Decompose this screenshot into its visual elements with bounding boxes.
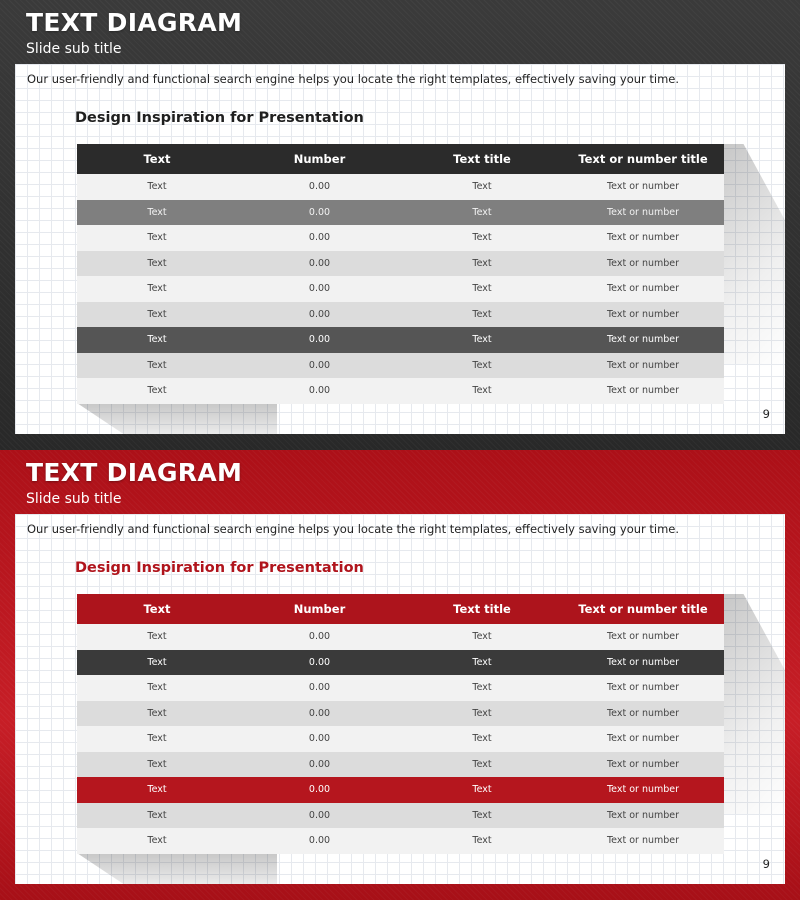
table-cell: Text <box>472 181 492 193</box>
header-cell-text-or-number-title: Text or number title <box>578 602 708 616</box>
table-cell: Text or number <box>606 631 680 643</box>
table-cell: Text or number <box>606 283 680 295</box>
table-cell: Text <box>472 809 492 821</box>
table-heading: Design Inspiration for Presentation <box>75 560 364 576</box>
table-row <box>77 726 724 752</box>
table-cell: 0.00 <box>308 631 331 643</box>
table-cell: Text <box>472 682 492 694</box>
table-header-row <box>77 144 724 174</box>
content-panel <box>15 64 785 434</box>
table-cell: Text <box>147 334 167 346</box>
table-cell: 0.00 <box>308 206 331 218</box>
slide-subtitle: Slide sub title <box>26 41 122 57</box>
table-cell: Text or number <box>606 308 680 320</box>
table-cell: 0.00 <box>308 359 331 371</box>
table-cell: Text <box>147 181 167 193</box>
table-cell: Text <box>147 359 167 371</box>
table-shadow-right <box>724 144 785 364</box>
table-cell: 0.00 <box>308 283 331 295</box>
table-row <box>77 353 724 379</box>
table-cell: 0.00 <box>308 707 331 719</box>
table-cell: Text or number <box>606 334 680 346</box>
table-cell: Text <box>147 283 167 295</box>
table-cell: Text or number <box>606 707 680 719</box>
table-cell: Text <box>147 809 167 821</box>
table-row <box>77 650 724 676</box>
table-cell: Text <box>147 733 167 745</box>
table-cell: Text or number <box>606 385 680 397</box>
table-cell: Text <box>472 257 492 269</box>
slide-red <box>0 450 800 900</box>
table-cell: Text <box>472 733 492 745</box>
content-panel <box>15 514 785 884</box>
table-cell: 0.00 <box>308 308 331 320</box>
table-cell: Text or number <box>606 758 680 770</box>
table-header-row <box>77 594 724 624</box>
table-shadow-bottom <box>77 403 277 434</box>
table-row <box>77 803 724 829</box>
table-heading: Design Inspiration for Presentation <box>75 110 364 126</box>
table-cell: Text <box>147 682 167 694</box>
table-cell: Text <box>472 758 492 770</box>
table-cell: Text <box>472 232 492 244</box>
table-cell: 0.00 <box>308 784 331 796</box>
header-cell-text: Text <box>143 602 171 616</box>
table-cell: Text <box>147 308 167 320</box>
header-cell-number: Number <box>293 602 346 616</box>
table-row <box>77 302 724 328</box>
table-cell: Text <box>147 232 167 244</box>
table-row <box>77 675 724 701</box>
table-row <box>77 276 724 302</box>
table-cell: Text <box>472 283 492 295</box>
table-cell: Text or number <box>606 257 680 269</box>
table-cell: Text <box>472 835 492 847</box>
table-row <box>77 251 724 277</box>
table-row <box>77 752 724 778</box>
table-cell: Text <box>472 206 492 218</box>
header-cell-text-or-number-title: Text or number title <box>578 152 708 166</box>
table-cell: 0.00 <box>308 733 331 745</box>
intro-text: Our user-friendly and functional search engine helps you locate the right templates, effectively saving your time. <box>27 522 680 536</box>
intro-text: Our user-friendly and functional search engine helps you locate the right templates, effectively saving your time. <box>27 72 680 86</box>
table-cell: Text <box>472 707 492 719</box>
table-cell: Text or number <box>606 232 680 244</box>
slide-subtitle: Slide sub title <box>26 491 122 507</box>
table-cell: Text or number <box>606 733 680 745</box>
table-cell: Text or number <box>606 206 680 218</box>
table-cell: Text <box>147 758 167 770</box>
header-cell-text: Text <box>143 152 171 166</box>
table-row <box>77 777 724 803</box>
slide-title: TEXT DIAGRAM <box>26 458 243 487</box>
table-cell: Text <box>472 359 492 371</box>
table-row <box>77 174 724 200</box>
table-cell: Text <box>147 385 167 397</box>
table-cell: Text <box>147 257 167 269</box>
table-cell: Text <box>472 308 492 320</box>
table-row <box>77 327 724 353</box>
table-cell: Text <box>147 707 167 719</box>
table-cell: 0.00 <box>308 758 331 770</box>
table-cell: Text <box>147 206 167 218</box>
table-cell: Text or number <box>606 835 680 847</box>
table-cell: 0.00 <box>308 835 331 847</box>
table-cell: Text <box>147 631 167 643</box>
table-cell: Text or number <box>606 682 680 694</box>
table-cell: 0.00 <box>308 257 331 269</box>
table-row <box>77 701 724 727</box>
table-cell: Text <box>472 784 492 796</box>
table-cell: 0.00 <box>308 334 331 346</box>
table-cell: Text <box>472 334 492 346</box>
page-number: 9 <box>762 407 770 421</box>
table-cell: Text <box>147 656 167 668</box>
table-cell: Text or number <box>606 784 680 796</box>
page-number: 9 <box>762 857 770 871</box>
table-cell: 0.00 <box>308 809 331 821</box>
data-table <box>77 144 724 404</box>
data-table <box>77 594 724 854</box>
table-shadow-right <box>724 594 785 814</box>
table-cell: 0.00 <box>308 656 331 668</box>
table-cell: Text <box>472 656 492 668</box>
table-cell: Text or number <box>606 359 680 371</box>
table-row <box>77 624 724 650</box>
header-cell-text-title: Text title <box>453 152 511 166</box>
table-row <box>77 828 724 854</box>
table-cell: Text or number <box>606 809 680 821</box>
table-cell: Text <box>472 631 492 643</box>
table-cell: Text <box>472 385 492 397</box>
table-cell: 0.00 <box>308 682 331 694</box>
header-cell-number: Number <box>293 152 346 166</box>
table-row <box>77 225 724 251</box>
table-cell: Text <box>147 784 167 796</box>
table-cell: Text or number <box>606 181 680 193</box>
table-cell: 0.00 <box>308 181 331 193</box>
table-shadow-bottom <box>77 853 277 884</box>
table-row <box>77 378 724 404</box>
slide-title: TEXT DIAGRAM <box>26 8 243 37</box>
table-cell: 0.00 <box>308 385 331 397</box>
table-cell: Text or number <box>606 656 680 668</box>
header-cell-text-title: Text title <box>453 602 511 616</box>
table-row <box>77 200 724 226</box>
table-cell: Text <box>147 835 167 847</box>
table-cell: 0.00 <box>308 232 331 244</box>
